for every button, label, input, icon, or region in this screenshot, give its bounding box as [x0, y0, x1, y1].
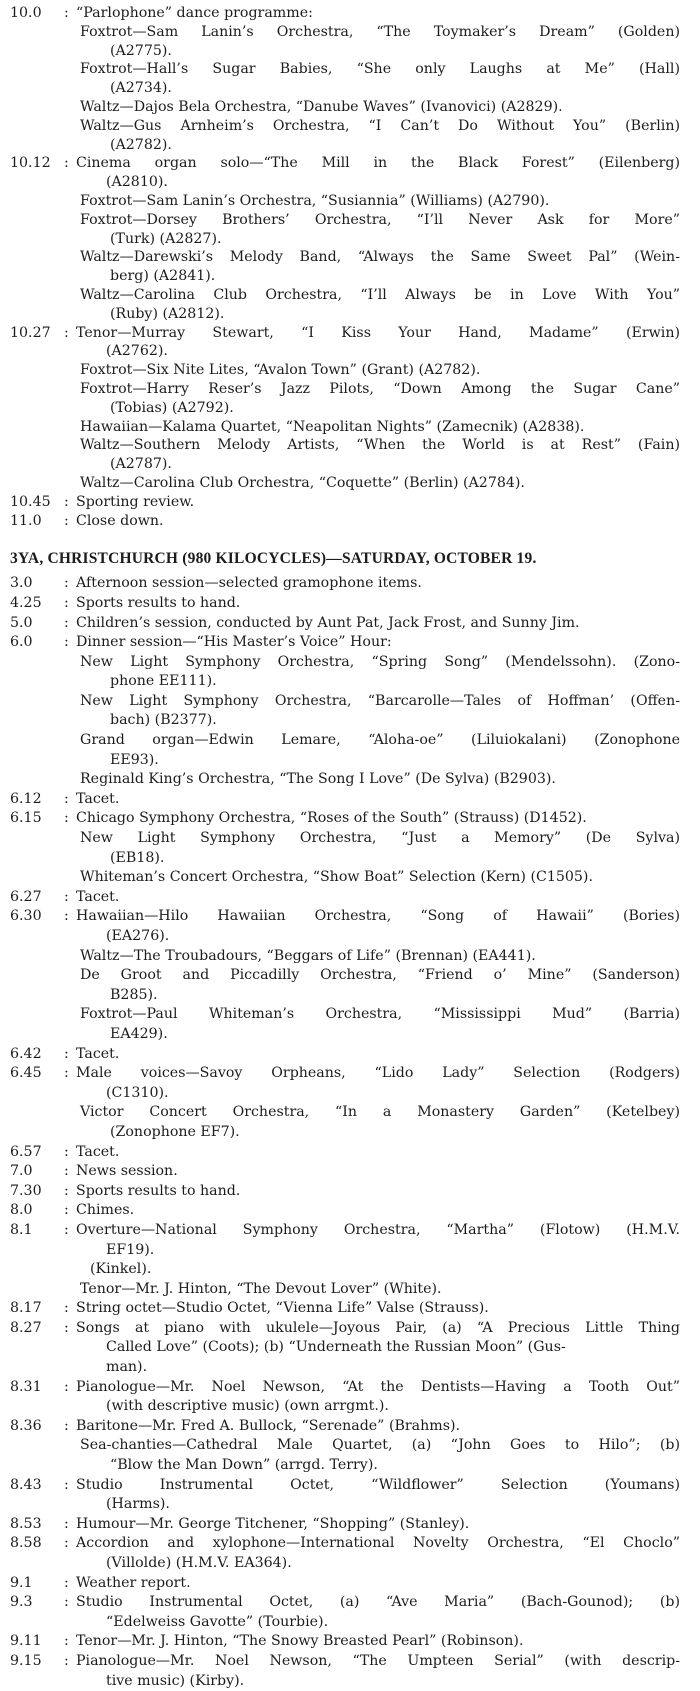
entry-time: 8.36: [10, 1417, 42, 1434]
entry-time: 8.17: [10, 1300, 42, 1317]
entry-separator: :: [64, 1202, 69, 1219]
entry-time: 6.42: [10, 1045, 42, 1062]
text-line: Foxtrot—Harry Reser’s Jazz Pilots, “Down Among the Sugar Cane”: [80, 380, 680, 397]
entry-time: 10.12: [10, 155, 51, 172]
programme-item: [76, 907, 680, 946]
text-line: Tenor—Mr. J. Hinton, “The Snowy Breasted Pearl” (Robinson).: [76, 1633, 524, 1650]
programme-item: [76, 1299, 680, 1319]
entry-body: [76, 1378, 700, 1417]
text-line: New Light Symphony Orchestra, “Barcarolle—Tales of Hoffman’ (Offen-: [80, 692, 680, 709]
text-line: Waltz—Southern Melody Artists, “When the World is at Rest” (Fain): [80, 437, 680, 454]
entry-body: [76, 1515, 700, 1535]
entry-time: 10.27: [10, 324, 51, 341]
text-line: Waltz—The Troubadours, “Beggars of Life” (Brennan) (EA441).: [80, 947, 536, 964]
text-line: Sports results to hand.: [76, 1182, 241, 1199]
programme-entry: [0, 1221, 700, 1299]
entry-separator: :: [64, 155, 69, 172]
text-line: (C1310).: [106, 1084, 169, 1101]
programme-item: [76, 60, 680, 98]
entry-body: [76, 1201, 700, 1221]
text-line: B285).: [110, 986, 158, 1003]
programme-item: [76, 1182, 680, 1202]
text-line: Hawaiian—Hilo Hawaiian Orchestra, “Song of Hawaii” (Bories): [76, 908, 680, 925]
programme-item: [76, 98, 680, 117]
text-line: bach) (B2377).: [110, 712, 217, 729]
programme-item: [76, 1515, 680, 1535]
entry-separator: :: [64, 1221, 69, 1238]
entry-separator: :: [64, 1300, 69, 1317]
entry-separator: :: [64, 888, 69, 905]
text-line: (Tobias) (A2792).: [110, 399, 234, 416]
programme-item: [76, 731, 680, 770]
text-line: Foxtrot—Sam Lanin’s Orchestra, “The Toymaker’s Dream” (Golden): [80, 23, 680, 40]
programme-item: [76, 1436, 680, 1475]
entry-body: [76, 1045, 700, 1065]
text-line: phone EE111).: [110, 673, 217, 690]
programme-entry: [0, 574, 700, 594]
entry-separator: :: [64, 5, 69, 21]
text-line: Waltz—Carolina Club Orchestra, “I’ll Always be in Love With You”: [80, 286, 680, 303]
entry-body: [76, 154, 700, 323]
entry-time: 6.30: [10, 908, 42, 925]
programme-item: [76, 868, 680, 888]
text-line: Sea-chanties—Cathedral Male Quartet, (a) “John Goes to Hilo”; (b): [80, 1437, 680, 1454]
text-line: Male voices—Savoy Orpheans, “Lido Lady” Selection (Rodgers): [76, 1065, 680, 1082]
programme-entry: [0, 512, 700, 531]
entry-body: [76, 512, 700, 531]
programme-item: [76, 436, 680, 474]
programme-section-2: [0, 574, 700, 1691]
programme-item: [76, 512, 680, 531]
entry-body: [76, 907, 700, 1044]
text-line: (A2762).: [106, 343, 168, 360]
text-line: Waltz—Dajos Bela Orchestra, “Danube Waves” (Ivanovici) (A2829).: [80, 98, 563, 115]
programme-item: [76, 1378, 680, 1417]
text-line: Called Love” (Coots); (b) “Underneath the Russian Moon” (Gus-: [106, 1339, 566, 1356]
programme-item: [76, 594, 680, 614]
programme-entry: [0, 790, 700, 810]
entry-body: [76, 1299, 700, 1319]
entry-time: 9.15: [10, 1652, 42, 1669]
text-line: Grand organ—Edwin Lemare, “Aloha-oe” (Liluiokalani) (Zonophone: [80, 732, 680, 749]
programme-entry: [0, 1417, 700, 1476]
programme-entry: [0, 1162, 700, 1182]
entry-body: [76, 1593, 700, 1632]
text-line: (A2782).: [110, 136, 172, 153]
text-line: (Zonophone EF7).: [110, 1123, 240, 1140]
text-line: Waltz—Gus Arnheim’s Orchestra, “I Can’t Do Without You” (Berlin): [80, 117, 680, 134]
text-line: Dinner session—“His Master’s Voice” Hour:: [76, 634, 392, 651]
programme-item: [76, 23, 680, 61]
entry-separator: :: [64, 1163, 69, 1180]
entry-body: [76, 574, 700, 594]
entry-time: 5.0: [10, 614, 33, 631]
programme-entry: [0, 4, 700, 154]
programme-item: [76, 1201, 680, 1221]
programme-item: [76, 1103, 680, 1142]
programme-item: [76, 1593, 680, 1632]
programme-entry: [0, 888, 700, 908]
text-line: Waltz—Carolina Club Orchestra, “Coquette” (Berlin) (A2784).: [80, 474, 525, 491]
entry-body: [76, 4, 700, 154]
text-line: Sports results to hand.: [76, 594, 241, 611]
programme-entry: [0, 1201, 700, 1221]
programme-entry: [0, 1319, 700, 1378]
programme-item: [76, 380, 680, 418]
programme-entry: [0, 324, 700, 493]
programme-item: [76, 154, 680, 192]
text-line: Chimes.: [76, 1202, 135, 1219]
programme-entry: [0, 614, 700, 634]
text-line: Reginald King’s Orchestra, “The Song I Love” (De Sylva) (B2903).: [80, 771, 556, 788]
entry-separator: :: [64, 1378, 69, 1395]
entry-separator: :: [64, 575, 69, 592]
text-line: (A2775).: [110, 42, 172, 59]
text-line: Studio Instrumental Octet, (a) “Ave Maria” (Bach-Gounod); (b): [76, 1594, 680, 1611]
programme-entry: [0, 154, 700, 323]
entry-separator: :: [64, 614, 69, 631]
text-line: (A2734).: [110, 80, 172, 97]
programme-item: [76, 1260, 680, 1280]
entry-time: 8.53: [10, 1515, 42, 1532]
programme-item: [76, 790, 680, 810]
programme-entry: [0, 1515, 700, 1535]
entry-body: [76, 1652, 700, 1691]
entry-separator: :: [64, 324, 69, 341]
text-line: “Parlophone” dance programme:: [76, 5, 313, 21]
programme-item: [76, 1064, 680, 1103]
text-line: Foxtrot—Sam Lanin’s Orchestra, “Susiannia” (Williams) (A2790).: [80, 192, 550, 209]
programme-entry: [0, 1574, 700, 1594]
entry-separator: :: [64, 634, 69, 651]
text-line: EF19).: [106, 1241, 155, 1258]
programme-item: [76, 1221, 680, 1260]
entry-separator: :: [64, 1045, 69, 1062]
entry-separator: :: [64, 790, 69, 807]
entry-time: 3.0: [10, 575, 33, 592]
text-line: (A2810).: [106, 174, 168, 191]
entry-separator: :: [64, 1594, 69, 1611]
programme-item: [76, 1632, 680, 1652]
entry-separator: :: [64, 512, 69, 529]
entry-time: 8.31: [10, 1378, 42, 1395]
programme-item: [76, 614, 680, 634]
programme-item: [76, 474, 680, 493]
programme-entry: [0, 1064, 700, 1142]
entry-time: 10.0: [10, 5, 42, 21]
entry-separator: :: [64, 1065, 69, 1082]
programme-item: [76, 770, 680, 790]
programme-entry: [0, 809, 700, 887]
programme-entry: [0, 1045, 700, 1065]
station-heading: 3YA, CHRISTCHURCH (980 KILOCYCLES)—SATURDAY, OCTOBER 19.: [10, 550, 537, 568]
programme-item: [76, 418, 680, 437]
text-line: Cinema organ solo—“The Mill in the Black Forest” (Eilenberg): [76, 155, 680, 172]
entry-separator: :: [64, 1633, 69, 1650]
entry-time: 6.12: [10, 790, 42, 807]
programme-entry: [0, 633, 700, 790]
programme-section-1: [0, 4, 700, 530]
text-line: (Turk) (A2827).: [110, 230, 222, 247]
text-line: Accordion and xylophone—International Novelty Orchestra, “El Choclo”: [76, 1535, 680, 1552]
programme-item: [76, 1417, 680, 1437]
entry-body: [76, 1319, 700, 1378]
programme-item: [76, 1476, 680, 1515]
text-line: Hawaiian—Kalama Quartet, “Neapolitan Nights” (Zamecnik) (A2838).: [80, 418, 585, 435]
programme-item: [76, 361, 680, 380]
entry-time: 6.57: [10, 1143, 42, 1160]
entry-body: [76, 324, 700, 493]
entry-body: [76, 1417, 700, 1476]
text-line: Chicago Symphony Orchestra, “Roses of the South” (Strauss) (D1452).: [76, 810, 587, 827]
entry-time: 6.27: [10, 888, 42, 905]
programme-entry: [0, 1378, 700, 1417]
text-line: News session.: [76, 1163, 178, 1180]
programme-entry: [0, 1534, 700, 1573]
text-line: Songs at piano with ukulele—Joyous Pair, (a) “A Precious Little Thing: [76, 1319, 680, 1336]
text-line: EE93).: [110, 751, 159, 768]
programme-item: [76, 1652, 680, 1691]
text-line: De Groot and Piccadilly Orchestra, “Friend o’ Mine” (Sanderson): [80, 967, 680, 984]
text-line: Close down.: [76, 512, 164, 529]
entry-time: 11.0: [10, 512, 42, 529]
programme-item: [76, 888, 680, 908]
entry-separator: :: [64, 1476, 69, 1493]
programme-item: [76, 653, 680, 692]
text-line: Waltz—Darewski’s Melody Band, “Always the Same Sweet Pal” (Wein-: [80, 249, 680, 266]
entry-body: [76, 1632, 700, 1652]
programme-item: [76, 248, 680, 286]
text-line: Foxtrot—Six Nite Lites, “Avalon Town” (Grant) (A2782).: [80, 362, 481, 379]
entry-body: [76, 1143, 700, 1163]
entry-body: [76, 1574, 700, 1594]
text-line: “Edelweiss Gavotte” (Tourbie).: [106, 1613, 329, 1630]
text-line: Overture—National Symphony Orchestra, “Martha” (Flotow) (H.M.V.: [76, 1221, 680, 1238]
entry-separator: :: [64, 1143, 69, 1160]
programme-item: [76, 211, 680, 249]
text-line: Sporting review.: [76, 493, 195, 510]
entry-time: 7.30: [10, 1182, 42, 1199]
entry-time: 8.58: [10, 1535, 42, 1552]
entry-body: [76, 1162, 700, 1182]
text-line: Tacet.: [76, 1143, 120, 1160]
programme-entry: [0, 1299, 700, 1319]
entry-body: [76, 1476, 700, 1515]
programme-item: [76, 493, 680, 512]
text-line: New Light Symphony Orchestra, “Just a Memory” (De Sylva): [80, 830, 680, 847]
text-line: man).: [106, 1359, 148, 1376]
entry-time: 6.0: [10, 634, 33, 651]
programme-item: [76, 1005, 680, 1044]
programme-item: [76, 4, 680, 23]
programme-entry: [0, 1143, 700, 1163]
programme-item: [76, 117, 680, 155]
text-line: Weather report.: [76, 1574, 191, 1591]
entry-separator: :: [64, 1417, 69, 1434]
programme-entry: [0, 1476, 700, 1515]
entry-time: 8.0: [10, 1202, 33, 1219]
text-line: Pianologue—Mr. Noel Newson, “At the Dentists—Having a Tooth Out”: [76, 1378, 680, 1395]
text-line: Victor Concert Orchestra, “In a Monastery Garden” (Ketelbey): [80, 1104, 680, 1121]
text-line: (A2787).: [110, 456, 172, 473]
programme-entry: [0, 907, 700, 1044]
text-line: Tenor—Mr. J. Hinton, “The Devout Lover” (White).: [80, 1280, 442, 1297]
text-line: (EA276).: [106, 928, 170, 944]
text-line: Tacet.: [76, 790, 120, 807]
text-line: String octet—Studio Octet, “Vienna Life” Valse (Strauss).: [76, 1300, 489, 1317]
entry-separator: :: [64, 1515, 69, 1532]
text-line: Tacet.: [76, 1045, 120, 1062]
entry-body: [76, 790, 700, 810]
programme-item: [76, 1534, 680, 1573]
text-line: Tacet.: [76, 888, 120, 905]
entry-separator: :: [64, 1182, 69, 1199]
entry-time: 6.15: [10, 810, 42, 827]
text-line: (Ruby) (A2812).: [110, 305, 225, 322]
programme-item: [76, 1280, 680, 1300]
programme-entry: [0, 493, 700, 512]
text-line: New Light Symphony Orchestra, “Spring Song” (Mendelssohn). (Zono-: [80, 653, 680, 670]
programme-item: [76, 286, 680, 324]
text-line: Pianologue—Mr. Noel Newson, “The Umpteen Serial” (with descrip-: [76, 1652, 680, 1669]
text-line: Studio Instrumental Octet, “Wildflower” Selection (Youmans): [76, 1476, 680, 1493]
text-line: EA429).: [110, 1025, 168, 1042]
programme-entry: [0, 1593, 700, 1632]
entry-body: [76, 614, 700, 634]
programme-item: [76, 324, 680, 362]
text-line: (Villolde) (H.M.V. EA364).: [106, 1555, 292, 1571]
programme-item: [76, 1045, 680, 1065]
entry-separator: :: [64, 1652, 69, 1669]
entry-separator: :: [64, 810, 69, 827]
programme-entry: [0, 1632, 700, 1652]
entry-time: 8.43: [10, 1476, 42, 1493]
entry-separator: :: [64, 1574, 69, 1591]
entry-body: [76, 1534, 700, 1573]
entry-body: [76, 888, 700, 908]
programme-item: [76, 1162, 680, 1182]
programme-entry: [0, 1182, 700, 1202]
text-line: Children’s session, conducted by Aunt Pat, Jack Frost, and Sunny Jim.: [76, 614, 580, 631]
text-line: Humour—Mr. George Titchener, “Shopping” (Stanley).: [76, 1515, 470, 1532]
entry-body: [76, 1064, 700, 1142]
entry-time: 8.27: [10, 1319, 42, 1336]
text-line: Foxtrot—Dorsey Brothers’ Orchestra, “I’ll Never Ask for More”: [80, 211, 680, 228]
text-line: tive music) (Kirby).: [106, 1672, 245, 1689]
programme-item: [76, 947, 680, 967]
entry-separator: :: [64, 1535, 69, 1552]
entry-body: [76, 493, 700, 512]
programme-item: [76, 809, 680, 829]
programme-item: [76, 1319, 680, 1378]
text-line: Baritone—Mr. Fred A. Bullock, “Serenade” (Brahms).: [76, 1417, 461, 1434]
text-line: Foxtrot—Hall’s Sugar Babies, “She only Laughs at Me” (Hall): [80, 61, 680, 78]
text-line: (EB18).: [110, 849, 165, 866]
text-line: Afternoon session—selected gramophone items.: [76, 575, 422, 592]
programme-entry: [0, 1652, 700, 1691]
entry-body: [76, 1221, 700, 1299]
entry-time: 7.0: [10, 1163, 33, 1180]
entry-body: [76, 594, 700, 614]
entry-body: [76, 809, 700, 887]
programme-item: [76, 829, 680, 868]
text-line: (with descriptive music) (own arrgmt.).: [106, 1398, 389, 1415]
entry-time: 9.3: [10, 1594, 33, 1611]
programme-item: [76, 1143, 680, 1163]
entry-time: 4.25: [10, 594, 42, 611]
text-line: berg) (A2841).: [110, 268, 216, 285]
entry-separator: :: [64, 493, 69, 510]
entry-separator: :: [64, 594, 69, 611]
entry-body: [76, 1182, 700, 1202]
programme-item: [76, 192, 680, 211]
text-line: Whiteman’s Concert Orchestra, “Show Boat” Selection (Kern) (C1505).: [80, 869, 593, 886]
text-line: “Blow the Man Down” (arrgd. Terry).: [110, 1457, 378, 1474]
programme-item: [76, 1574, 680, 1594]
programme-item: [76, 633, 680, 653]
text-line: Tenor—Murray Stewart, “I Kiss Your Hand, Madame” (Erwin): [76, 324, 680, 341]
entry-time: 9.11: [10, 1633, 42, 1650]
entry-time: 6.45: [10, 1065, 42, 1082]
section-gap: [0, 530, 700, 548]
programme-entry: [0, 594, 700, 614]
programme-item: [76, 692, 680, 731]
entry-separator: :: [64, 908, 69, 925]
entry-time: 10.45: [10, 493, 51, 510]
entry-separator: :: [64, 1319, 69, 1336]
text-line: Foxtrot—Paul Whiteman’s Orchestra, “Mississippi Mud” (Barria): [80, 1006, 680, 1023]
programme-item: [76, 966, 680, 1005]
entry-time: 9.1: [10, 1574, 33, 1591]
programme-item: [76, 574, 680, 594]
text-line: (Kinkel).: [90, 1261, 152, 1278]
text-line: (Harms).: [106, 1496, 170, 1513]
entry-body: [76, 633, 700, 790]
entry-time: 8.1: [10, 1221, 33, 1238]
